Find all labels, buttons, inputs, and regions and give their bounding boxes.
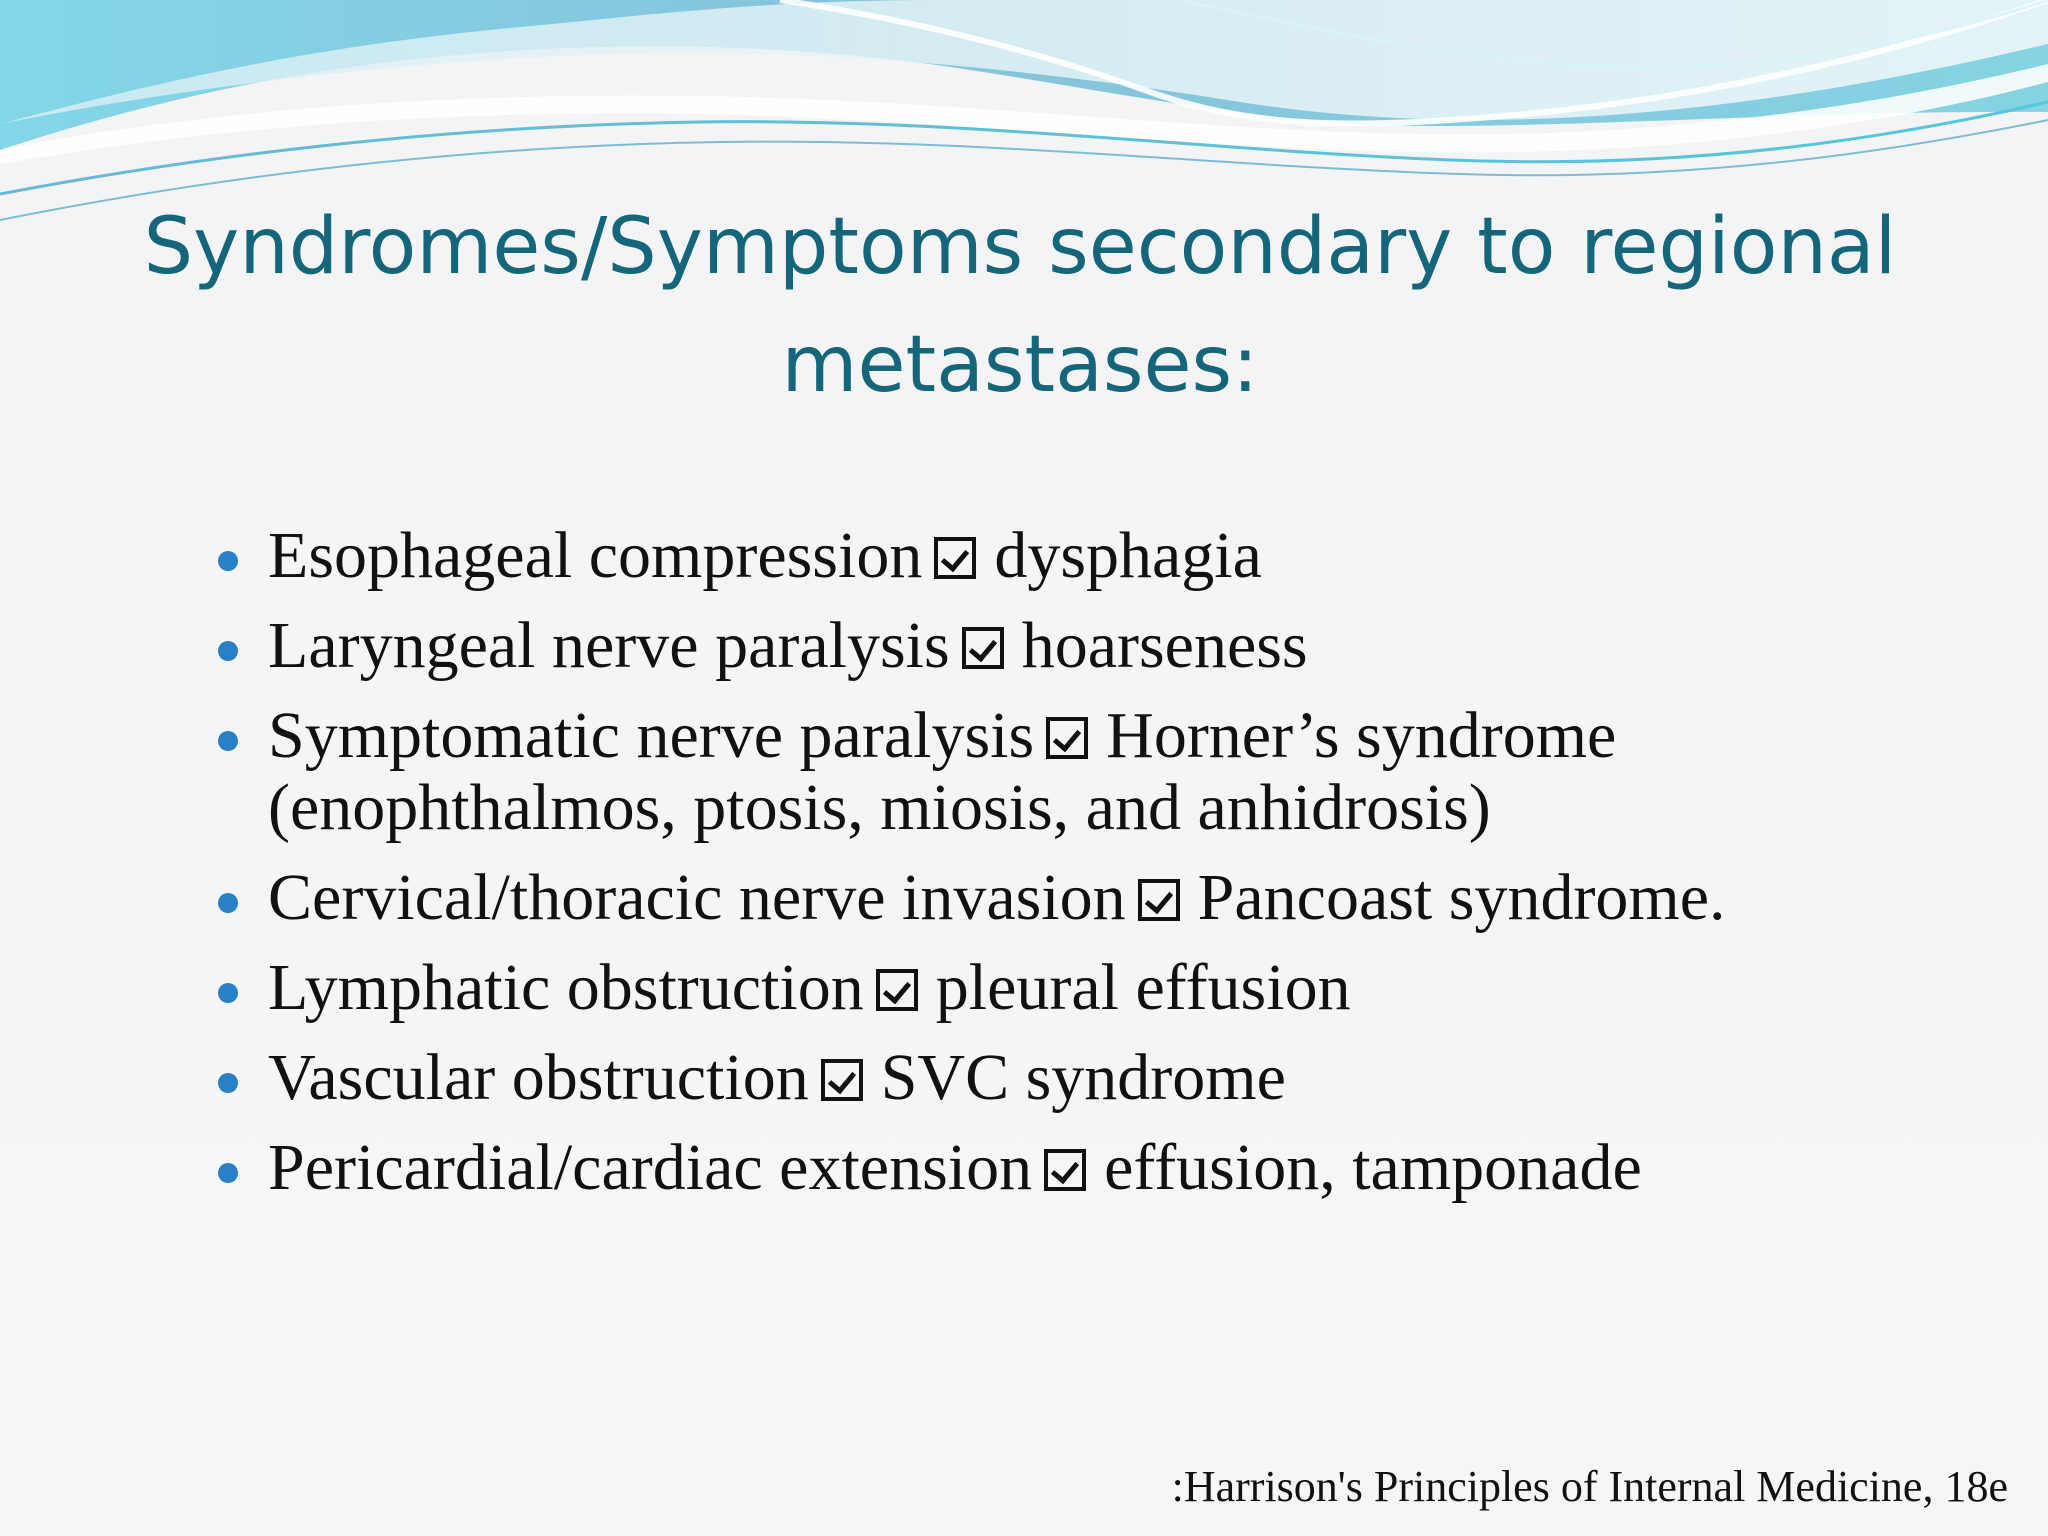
checked-box-arrow-icon bbox=[1046, 717, 1088, 759]
cause-text: Lymphatic obstruction bbox=[268, 951, 864, 1024]
cause-text: Symptomatic nerve paralysis bbox=[268, 699, 1035, 772]
bullet-dot-icon bbox=[218, 1073, 238, 1093]
bullet-dot-icon bbox=[218, 983, 238, 1003]
effect-text: Pancoast syndrome. bbox=[1197, 861, 1726, 934]
cause-text: Laryngeal nerve paralysis bbox=[268, 609, 950, 682]
checked-box-arrow-icon bbox=[1044, 1149, 1086, 1191]
effect-text: Horner’s syndrome (enophthalmos, ptosis, miosis, and anhidrosis) bbox=[268, 699, 1617, 844]
bullet-text bbox=[268, 952, 1972, 1024]
list-item bbox=[212, 700, 1972, 844]
checked-box-arrow-icon bbox=[876, 969, 918, 1011]
effect-text: SVC syndrome bbox=[880, 1041, 1286, 1114]
list-item bbox=[212, 862, 1972, 934]
checked-box-arrow-icon bbox=[934, 537, 976, 579]
cause-text: Esophageal compression bbox=[268, 519, 923, 592]
checked-box-arrow-icon bbox=[821, 1059, 863, 1101]
effect-text: dysphagia bbox=[994, 519, 1262, 592]
bullet-text bbox=[268, 520, 1972, 592]
bullet-text bbox=[268, 862, 1972, 934]
list-item bbox=[212, 952, 1972, 1024]
cause-text: Pericardial/cardiac extension bbox=[268, 1131, 1033, 1204]
bullet-dot-icon bbox=[218, 893, 238, 913]
checked-box-arrow-icon bbox=[962, 627, 1004, 669]
bullet-text bbox=[268, 700, 1972, 844]
bullet-text bbox=[268, 1132, 1972, 1204]
citation-text: :Harrison's Principles of Internal Medicine, 18e bbox=[1171, 1462, 2008, 1511]
checked-box-arrow-icon bbox=[1138, 879, 1180, 921]
slide-title: Syndromes/Symptoms secondary to regional metastases: bbox=[143, 202, 1897, 410]
effect-text: effusion, tamponade bbox=[1104, 1131, 1642, 1204]
list-item bbox=[212, 520, 1972, 592]
bullet-dot-icon bbox=[218, 641, 238, 661]
bullet-text bbox=[268, 610, 1972, 682]
bullet-dot-icon bbox=[218, 551, 238, 571]
bullet-list bbox=[212, 520, 1972, 1222]
list-item bbox=[212, 1042, 1972, 1114]
cause-text: Cervical/thoracic nerve invasion bbox=[268, 861, 1126, 934]
effect-text: hoarseness bbox=[1021, 609, 1308, 682]
bullet-dot-icon bbox=[218, 1163, 238, 1183]
bullet-text bbox=[268, 1042, 1972, 1114]
list-item bbox=[212, 1132, 1972, 1204]
bullet-dot-icon bbox=[218, 731, 238, 751]
list-item bbox=[212, 610, 1972, 682]
cause-text: Vascular obstruction bbox=[268, 1041, 809, 1114]
effect-text: pleural effusion bbox=[935, 951, 1351, 1024]
